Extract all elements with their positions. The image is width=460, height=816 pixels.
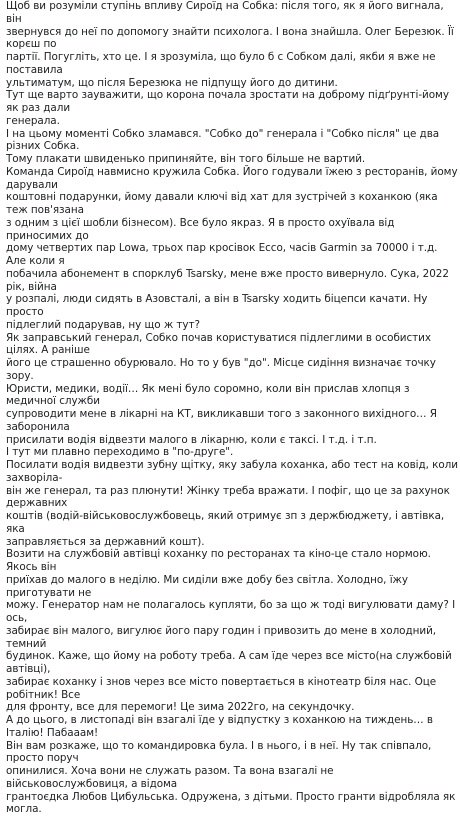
paragraph-gifts: Команда Сироїд навмисно кружила Собка. Його годували їжею з ресторанів, йому дарували коштовні подарунки, йому давали ключі від хат для зустрічей з коханкою (яка теж пов'язана з одним з цієї шобли бізнесом). Все було якраз. Я в просто охуївала від приносимих до дому четвертих пар Lowa, трьох пар кросівок Ecco, часів Garmin за 70000 і т.д. Але коли я побачила абонемент в спорклуб Tsarsky, мене вже просто вивернуло. Сука, 2022 рік, війна у розпалі, люди сидять в Азовсталі, а він в Tsarsky ходить біцепси качати. Ну просто підлеглий подарував, ну що ж тут? bbox=[6, 165, 458, 331]
post-body bbox=[6, 0, 458, 816]
paragraph-psychologist: Щоб ви розуміли ступінь впливу Сироїд на Собка: після того, як я його вигнала, він звернувся до неї по допомогу знайти психолога. І вона знайшла. Олег Березюк. Її корєш по партії. Погугліть, хто це. І я зрозуміла, що було б с Собком далі, якби я вже не поставила ультиматум, що після Березюка не підпущу його до дитини. bbox=[6, 0, 454, 89]
paragraph-italy-trip: А до цього, в листопаді він взагалі їде у відпустку з коханкою на тиждень… в Італію! Пабааам! Він вам розкаже, що то командировка була. І в нього, і в неї. Ну так співпало, просто поруч опинилися. Хоча вони не служать разом. Та вона взагалі не військовослужбовиця, а відома грантоєдка Любов Цибульська. Одружена, з дітьми. Просто гранти відробляла як могла. bbox=[6, 714, 456, 816]
paragraph-general-rank: Тут ще варто зауважити, що корона почала зростати на доброму підґрунті-йому як раз дали генерала. bbox=[6, 89, 449, 127]
paragraph-broke-down: І на цьому моменті Собко зламався. "Собко до" генерала і "Собко після" це два різних Собка. Тому плакати швиденько припиняйте, він того більше не вартий. bbox=[6, 127, 440, 165]
paragraph-service-car: Возити на службовій автівці коханку по ресторанах та кіно-це стало нормою. Якось він приїхав до малого в неділю. Ми сиділи вже добу без світла. Холодно, їжу приготувати не можу. Генератор нам не полагалось купляти, бо за що ж тоді вигулювати даму? І ось, забирає він малого, вигулює його пару годин і привозить до мене в холодний, темний будинок. Каже, що йому на роботу треба. А сам їде через все місто(на службовій автівці), забирає коханку і знов через все місто повертається в кінотеатр біля нас. Оце робітник! Все для фронту, все для перемоги! Це зима 2022го, на секундочку. bbox=[6, 548, 456, 714]
paragraph-secondly: І тут ми плавно переходимо в "по-друге". bbox=[6, 446, 234, 459]
paragraph-driver-toothbrush: Посилати водія видвезти зубну щітку, яку забула коханка, або тест на ковід, коли захворіла- він же генерал, та раз плюнути! Жінку треба вражати. І пофіг, що це за рахунок державних коштів (водій-військовослужбовець, який отримує зп з держбюджету, і автівка, яка заправляється за державний кошт). bbox=[6, 459, 458, 548]
paragraph-subordinates: Як заправський генерал, Собко почав користуватися підлеглими в особистих цілях. А раніше його це страшенно обурювало. Но то у був "до". Місце сидіння визначає точку зору. Юристи, медики, водії… Як мені було соромно, коли він прислав хлопця з медичної служби супроводити мене в лікарні на КТ, викликавши того з законного вихідного… Я заборонила присилати водія відвезти малого в лікарню, коли є таксі. І т.д. і т.п. bbox=[6, 331, 437, 446]
